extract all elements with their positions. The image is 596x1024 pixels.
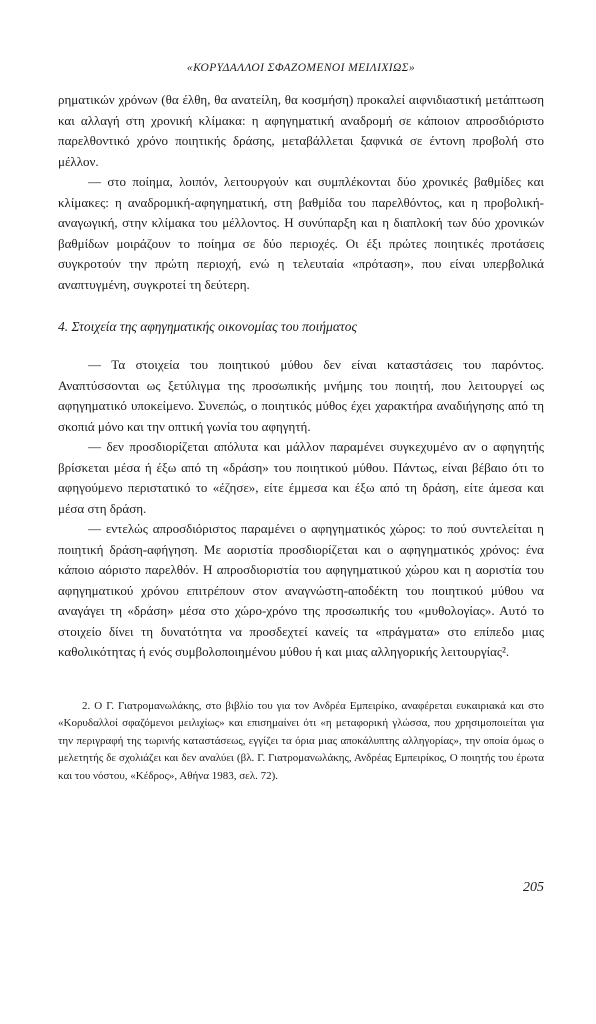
section-heading: 4. Στοιχεία της αφηγηματικής οικονομίας του ποιήματος [58, 319, 357, 334]
paragraph: — Τα στοιχεία του ποιητικού μύθου δεν είναι καταστάσεις του παρόντος. Αναπτύσσονται ως ξετύλιγμα της προσωπικής μνήμης του ποιητή, που λειτουργεί ως αφηγηματικό υποκείμενο. Συνεπώς, ο ποιητικός μύθος έχει χαρακτήρα αναδιήγησης από τη σκοπιά μόνο και την οπτική γωνία του αφηγητή. [58, 357, 544, 434]
paragraph: — στο ποίημα, λοιπόν, λειτουργούν και συμπλέκονται δύο χρονικές βαθμίδες και κλίμακες: η αναδρομική-αφηγηματική, στη βαθμίδα του παρελθόντος, και η προβολική-αναγωγική, στην κλίμακα του μέλλοντος. Η συνύπαρξη και η διαπλοκή των δύο χρονικών βαθμίδων μοιράζουν το ποίημα σε δύο περιοχές. Οι έξι πρώτες ποιητικές προτάσεις συγκροτούν την πρώτη περιοχή, ενώ η τελευταία «πρόταση», που είναι υπερβολικά αναπτυγμένη, συγκροτεί τη δεύτερη. [58, 174, 544, 292]
paragraph: — δεν προσδιορίζεται απόλυτα και μάλλον παραμένει συγκεχυμένο αν ο αφηγητής βρίσκεται μέσα ή έξω από τη «δράση» του ποιητικού μύθου. Πάντως, είναι βέβαιο ότι το αφηγούμενο περιστατικό το «έζησε», είτε έμμεσα και έξω από τη δράση, είτε άμεσα και μέσα στη δράση. [58, 439, 544, 516]
footnote-text: 2. Ο Γ. Γιατρομανωλάκης, στο βιβλίο του για τον Ανδρέα Εμπειρίκο, αναφέρεται ευκαιριακά και στο «Κορυδαλλοί σφαζόμενοι μειλιχίως» και επισημαίνει ότι «η μεταφορική γλώσσα, που χρησιμοποιείται για την περιγραφή της τωρινής καταστάσεως, εγγίζει τα όρια μιας αποκάλυπτης αλληγορίας», την οποία όμως ο μελετητής δε σχολιάζει και δεν αναλύει (βλ. Γ. Γιατρομανωλάκης, Ανδρέας Εμπειρίκος, Ο ποιητής του έρωτα και του νόστου, «Κέδρος», Αθήνα 1983, σελ. 72). [58, 699, 544, 782]
paragraph: ρηματικών χρόνων (θα έλθη, θα ανατείλη, θα κοσμήση) προκαλεί αιφνιδιαστική μετάπτωση και αλλαγή στη χρονική κλίμακα: η αφηγηματική αναδρομή σε κάποιον απροσδιόριστο παρελθοντικό χρόνο ποιητικής δράσης, μεταβάλλεται ξαφνικά σε έντονη προβολή στο μέλλον. [58, 92, 544, 169]
paragraph: — εντελώς απροσδιόριστος παραμένει ο αφηγηματικός χώρος: το πού συντελείται η ποιητική δράση-αφήγηση. Με αοριστία προσδιορίζεται και ο αφηγηματικός χρόνος: ένα κάποιο αόριστο παρελθόν. Η απροσδιοριστία του αφηγηματικού χώρου και η αοριστία του αφηγηματικού χρόνου επιτρέπουν στον αναγνώστη-αποδέκτη του ποιητικού μύθου να αναγάγει τη «δράση» μέσα στο χώρο-χρόνο της προσωπικής του «μυθολογίας». Αυτό το στοιχείο δίνει τη δυνατότητα να προσδεχτεί κανείς τα «πράγματα» στο επίπεδο μιας καθολικότητας ή ενός συμβολοποιημένου μύθου ή και μιας αλληγορικής λειτουργίας². [58, 521, 544, 659]
footnote [58, 698, 544, 786]
page-number: 205 [523, 880, 544, 895]
document-page [58, 62, 544, 785]
body-text-section [58, 355, 544, 663]
body-text-top [58, 90, 544, 295]
running-head: «ΚΟΡΥΔΑΛΛΟΙ ΣΦΑΖΟΜΕΝΟΙ ΜΕΙΛΙΧΙΩΣ» [186, 62, 416, 74]
